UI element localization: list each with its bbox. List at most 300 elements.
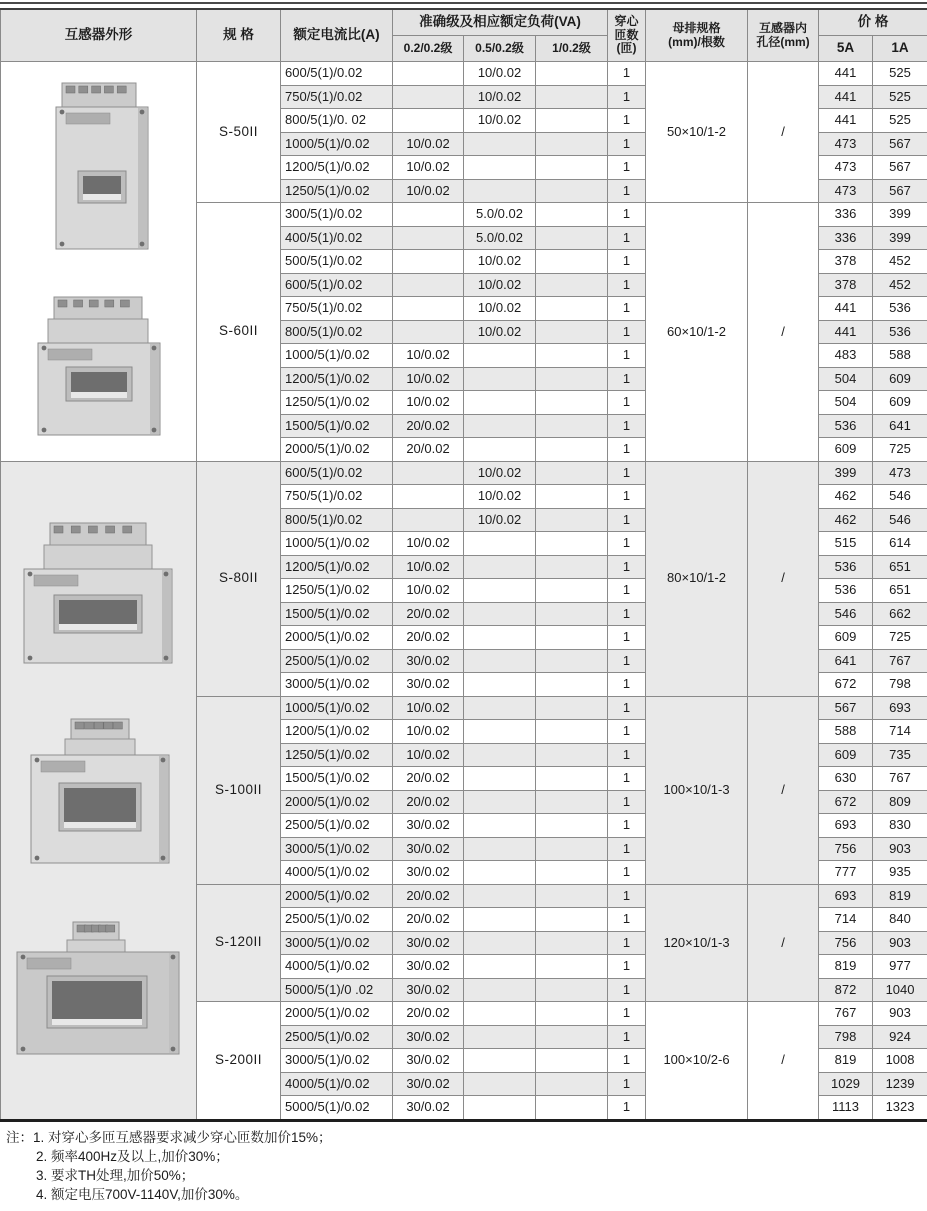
turns-cell: 1	[608, 391, 646, 415]
ratio-cell: 2500/5(1)/0.02	[281, 1025, 393, 1049]
turns-cell: 1	[608, 132, 646, 156]
turns-cell: 1	[608, 273, 646, 297]
price-1a-cell: 525	[873, 85, 927, 109]
price-5a-cell: 378	[819, 273, 873, 297]
accuracy-1-cell	[536, 344, 608, 368]
price-1a-cell: 809	[873, 790, 927, 814]
price-table	[0, 8, 927, 1122]
accuracy-05-cell: 10/0.02	[464, 461, 536, 485]
accuracy-05-cell	[464, 767, 536, 791]
price-5a-cell: 756	[819, 837, 873, 861]
price-1a-cell: 609	[873, 367, 927, 391]
accuracy-05-cell	[464, 743, 536, 767]
price-5a-cell: 609	[819, 626, 873, 650]
ratio-cell: 500/5(1)/0.02	[281, 250, 393, 274]
price-5a-cell: 504	[819, 391, 873, 415]
accuracy-05-cell	[464, 602, 536, 626]
price-5a-cell: 473	[819, 156, 873, 180]
col-header-acc-05: 0.5/0.2级	[464, 36, 536, 62]
price-1a-cell: 924	[873, 1025, 927, 1049]
ratio-cell: 3000/5(1)/0.02	[281, 673, 393, 697]
accuracy-05-cell: 5.0/0.02	[464, 226, 536, 250]
turns-cell: 1	[608, 955, 646, 979]
price-5a-cell: 336	[819, 226, 873, 250]
transformer-photo-s100ii	[19, 715, 179, 870]
price-1a-cell: 473	[873, 461, 927, 485]
price-1a-cell: 1239	[873, 1072, 927, 1096]
price-1a-cell: 735	[873, 743, 927, 767]
accuracy-1-cell	[536, 273, 608, 297]
accuracy-1-cell	[536, 837, 608, 861]
price-1a-cell: 714	[873, 720, 927, 744]
accuracy-02-cell: 30/0.02	[393, 861, 464, 885]
turns-cell: 1	[608, 602, 646, 626]
accuracy-02-cell	[393, 508, 464, 532]
accuracy-1-cell	[536, 696, 608, 720]
price-1a-cell: 798	[873, 673, 927, 697]
accuracy-02-cell: 10/0.02	[393, 132, 464, 156]
turns-cell: 1	[608, 1096, 646, 1121]
accuracy-1-cell	[536, 767, 608, 791]
accuracy-1-cell	[536, 250, 608, 274]
price-5a-cell: 567	[819, 696, 873, 720]
price-1a-cell: 546	[873, 508, 927, 532]
col-header-busbar-line2: (mm)/根数	[668, 34, 725, 49]
col-header-acc-1: 1/0.2级	[536, 36, 608, 62]
accuracy-02-cell: 10/0.02	[393, 720, 464, 744]
col-header-turns	[608, 9, 646, 62]
accuracy-05-cell	[464, 1096, 536, 1121]
price-1a-cell: 725	[873, 626, 927, 650]
accuracy-1-cell	[536, 179, 608, 203]
busbar-cell: 60×10/1-2	[646, 203, 748, 462]
price-1a-cell: 1008	[873, 1049, 927, 1073]
ratio-cell: 1200/5(1)/0.02	[281, 156, 393, 180]
price-1a-cell: 536	[873, 320, 927, 344]
accuracy-05-cell	[464, 391, 536, 415]
price-5a-cell: 693	[819, 884, 873, 908]
ratio-cell: 1000/5(1)/0.02	[281, 532, 393, 556]
accuracy-05-cell: 10/0.02	[464, 85, 536, 109]
accuracy-05-cell	[464, 532, 536, 556]
accuracy-1-cell	[536, 1002, 608, 1026]
note-line-1	[6, 1128, 916, 1147]
ratio-cell: 3000/5(1)/0.02	[281, 1049, 393, 1073]
accuracy-02-cell: 30/0.02	[393, 814, 464, 838]
price-1a-cell: 725	[873, 438, 927, 462]
product-photos-cell	[1, 62, 197, 462]
col-header-ratio: 额定电流比(A)	[281, 9, 393, 62]
price-5a-cell: 473	[819, 132, 873, 156]
price-1a-cell: 693	[873, 696, 927, 720]
price-1a-cell: 1040	[873, 978, 927, 1002]
price-1a-cell: 546	[873, 485, 927, 509]
ratio-cell: 1000/5(1)/0.02	[281, 344, 393, 368]
accuracy-02-cell: 10/0.02	[393, 532, 464, 556]
accuracy-1-cell	[536, 720, 608, 744]
accuracy-1-cell	[536, 1049, 608, 1073]
ratio-cell: 4000/5(1)/0.02	[281, 955, 393, 979]
accuracy-05-cell	[464, 1072, 536, 1096]
turns-cell: 1	[608, 555, 646, 579]
price-1a-cell: 609	[873, 391, 927, 415]
ratio-cell: 5000/5(1)/0 .02	[281, 978, 393, 1002]
accuracy-1-cell	[536, 320, 608, 344]
ratio-cell: 1250/5(1)/0.02	[281, 391, 393, 415]
price-1a-cell: 819	[873, 884, 927, 908]
accuracy-05-cell: 10/0.02	[464, 320, 536, 344]
ratio-cell: 4000/5(1)/0.02	[281, 1072, 393, 1096]
spec-cell: S-120II	[197, 884, 281, 1002]
price-5a-cell: 515	[819, 532, 873, 556]
accuracy-02-cell: 10/0.02	[393, 555, 464, 579]
price-1a-cell: 525	[873, 62, 927, 86]
price-5a-cell: 767	[819, 1002, 873, 1026]
ratio-cell: 3000/5(1)/0.02	[281, 931, 393, 955]
accuracy-1-cell	[536, 743, 608, 767]
accuracy-02-cell: 10/0.02	[393, 367, 464, 391]
ratio-cell: 1200/5(1)/0.02	[281, 367, 393, 391]
price-1a-cell: 567	[873, 132, 927, 156]
col-header-appearance: 互感器外形	[1, 9, 197, 62]
price-5a-cell: 588	[819, 720, 873, 744]
ratio-cell: 2000/5(1)/0.02	[281, 884, 393, 908]
accuracy-1-cell	[536, 414, 608, 438]
accuracy-02-cell	[393, 203, 464, 227]
accuracy-05-cell	[464, 555, 536, 579]
price-5a-cell: 546	[819, 602, 873, 626]
accuracy-05-cell	[464, 673, 536, 697]
busbar-cell: 120×10/1-3	[646, 884, 748, 1002]
accuracy-02-cell: 20/0.02	[393, 767, 464, 791]
accuracy-05-cell: 10/0.02	[464, 508, 536, 532]
turns-cell: 1	[608, 485, 646, 509]
col-header-turns-line2: 匝数	[614, 27, 639, 42]
price-5a-cell: 693	[819, 814, 873, 838]
price-5a-cell: 536	[819, 579, 873, 603]
accuracy-02-cell: 10/0.02	[393, 579, 464, 603]
price-1a-cell: 567	[873, 179, 927, 203]
price-1a-cell: 452	[873, 250, 927, 274]
price-5a-cell: 672	[819, 790, 873, 814]
accuracy-02-cell: 30/0.02	[393, 931, 464, 955]
ratio-cell: 400/5(1)/0.02	[281, 226, 393, 250]
accuracy-1-cell	[536, 532, 608, 556]
accuracy-05-cell: 10/0.02	[464, 297, 536, 321]
accuracy-1-cell	[536, 579, 608, 603]
turns-cell: 1	[608, 579, 646, 603]
accuracy-02-cell: 30/0.02	[393, 955, 464, 979]
accuracy-05-cell: 10/0.02	[464, 485, 536, 509]
table-body	[1, 62, 927, 1121]
turns-cell: 1	[608, 203, 646, 227]
turns-cell: 1	[608, 179, 646, 203]
price-5a-cell: 399	[819, 461, 873, 485]
price-1a-cell: 903	[873, 837, 927, 861]
turns-cell: 1	[608, 109, 646, 133]
accuracy-02-cell: 20/0.02	[393, 626, 464, 650]
accuracy-02-cell: 10/0.02	[393, 179, 464, 203]
accuracy-02-cell	[393, 320, 464, 344]
price-5a-cell: 536	[819, 414, 873, 438]
turns-cell: 1	[608, 1049, 646, 1073]
spec-cell: S-50II	[197, 62, 281, 203]
turns-cell: 1	[608, 814, 646, 838]
accuracy-05-cell: 5.0/0.02	[464, 203, 536, 227]
table-header	[1, 9, 927, 62]
accuracy-02-cell: 10/0.02	[393, 743, 464, 767]
col-header-price-1a: 1A	[873, 36, 927, 62]
accuracy-02-cell	[393, 461, 464, 485]
accuracy-05-cell	[464, 156, 536, 180]
price-1a-cell: 651	[873, 579, 927, 603]
top-rule	[0, 2, 927, 4]
accuracy-05-cell: 10/0.02	[464, 250, 536, 274]
ratio-cell: 1000/5(1)/0.02	[281, 132, 393, 156]
price-5a-cell: 1113	[819, 1096, 873, 1121]
accuracy-05-cell	[464, 790, 536, 814]
product-photos-cell	[1, 461, 197, 1120]
product-photo-stack	[3, 79, 194, 443]
accuracy-02-cell: 20/0.02	[393, 602, 464, 626]
price-5a-cell: 441	[819, 109, 873, 133]
note-line-3: 3. 要求TH处理,加价50%；	[36, 1168, 195, 1183]
ratio-cell: 800/5(1)/0.02	[281, 320, 393, 344]
price-5a-cell: 630	[819, 767, 873, 791]
accuracy-02-cell	[393, 109, 464, 133]
col-header-bore-line1: 互感器内	[759, 21, 808, 36]
turns-cell: 1	[608, 790, 646, 814]
price-1a-cell: 662	[873, 602, 927, 626]
price-5a-cell: 378	[819, 250, 873, 274]
price-1a-cell: 840	[873, 908, 927, 932]
price-5a-cell: 473	[819, 179, 873, 203]
accuracy-05-cell: 10/0.02	[464, 109, 536, 133]
accuracy-02-cell: 10/0.02	[393, 696, 464, 720]
price-5a-cell: 504	[819, 367, 873, 391]
price-1a-cell: 399	[873, 203, 927, 227]
accuracy-02-cell	[393, 62, 464, 86]
accuracy-1-cell	[536, 649, 608, 673]
transformer-photo-s80ii	[16, 519, 181, 669]
accuracy-1-cell	[536, 297, 608, 321]
col-header-bore	[748, 9, 819, 62]
ratio-cell: 2500/5(1)/0.02	[281, 649, 393, 673]
col-header-spec: 规 格	[197, 9, 281, 62]
accuracy-1-cell	[536, 203, 608, 227]
accuracy-1-cell	[536, 790, 608, 814]
accuracy-02-cell: 20/0.02	[393, 790, 464, 814]
price-1a-cell: 1323	[873, 1096, 927, 1121]
spec-cell: S-100II	[197, 696, 281, 884]
ratio-cell: 1000/5(1)/0.02	[281, 696, 393, 720]
ratio-cell: 1200/5(1)/0.02	[281, 555, 393, 579]
note-line-2: 2. 频率400Hz及以上,加价30%；	[36, 1149, 229, 1164]
price-1a-cell: 399	[873, 226, 927, 250]
accuracy-05-cell	[464, 649, 536, 673]
ratio-cell: 600/5(1)/0.02	[281, 62, 393, 86]
price-1a-cell: 567	[873, 156, 927, 180]
accuracy-02-cell: 30/0.02	[393, 978, 464, 1002]
accuracy-1-cell	[536, 626, 608, 650]
col-header-acc-02: 0.2/0.2级	[393, 36, 464, 62]
note-line-4: 4. 额定电压700V-1140V,加价30%。	[36, 1187, 249, 1202]
ratio-cell: 800/5(1)/0.02	[281, 508, 393, 532]
price-5a-cell: 462	[819, 485, 873, 509]
accuracy-05-cell	[464, 1002, 536, 1026]
turns-cell: 1	[608, 508, 646, 532]
ratio-cell: 2000/5(1)/0.02	[281, 790, 393, 814]
turns-cell: 1	[608, 1025, 646, 1049]
turns-cell: 1	[608, 156, 646, 180]
accuracy-1-cell	[536, 931, 608, 955]
turns-cell: 1	[608, 297, 646, 321]
price-5a-cell: 1029	[819, 1072, 873, 1096]
accuracy-02-cell: 30/0.02	[393, 649, 464, 673]
ratio-cell: 5000/5(1)/0.02	[281, 1096, 393, 1121]
bore-cell: /	[748, 1002, 819, 1121]
price-1a-cell: 651	[873, 555, 927, 579]
accuracy-02-cell	[393, 297, 464, 321]
ratio-cell: 3000/5(1)/0.02	[281, 837, 393, 861]
accuracy-05-cell	[464, 955, 536, 979]
accuracy-1-cell	[536, 485, 608, 509]
notes-label: 注：	[6, 1130, 33, 1145]
accuracy-05-cell	[464, 908, 536, 932]
accuracy-02-cell: 30/0.02	[393, 1049, 464, 1073]
accuracy-02-cell: 20/0.02	[393, 1002, 464, 1026]
accuracy-05-cell	[464, 884, 536, 908]
accuracy-1-cell	[536, 1072, 608, 1096]
accuracy-1-cell	[536, 461, 608, 485]
accuracy-1-cell	[536, 884, 608, 908]
ratio-cell: 1250/5(1)/0.02	[281, 179, 393, 203]
price-5a-cell: 441	[819, 85, 873, 109]
accuracy-05-cell	[464, 414, 536, 438]
accuracy-02-cell: 30/0.02	[393, 1025, 464, 1049]
accuracy-05-cell	[464, 837, 536, 861]
accuracy-05-cell	[464, 1049, 536, 1073]
ratio-cell: 1250/5(1)/0.02	[281, 579, 393, 603]
price-1a-cell: 588	[873, 344, 927, 368]
col-header-accuracy-group: 准确级及相应额定负荷(VA)	[393, 9, 608, 36]
price-1a-cell: 641	[873, 414, 927, 438]
turns-cell: 1	[608, 85, 646, 109]
ratio-cell: 750/5(1)/0.02	[281, 297, 393, 321]
note-item-1: 1. 对穿心多匝互感器要求减少穿心匝数加价15%；	[33, 1130, 332, 1145]
accuracy-02-cell: 30/0.02	[393, 673, 464, 697]
accuracy-1-cell	[536, 62, 608, 86]
transformer-photo-s60ii	[24, 293, 174, 443]
accuracy-02-cell: 20/0.02	[393, 414, 464, 438]
accuracy-02-cell: 30/0.02	[393, 1072, 464, 1096]
spec-cell: S-60II	[197, 203, 281, 462]
accuracy-02-cell: 20/0.02	[393, 438, 464, 462]
accuracy-1-cell	[536, 602, 608, 626]
price-1a-cell: 452	[873, 273, 927, 297]
bore-cell: /	[748, 62, 819, 203]
price-1a-cell: 767	[873, 649, 927, 673]
accuracy-02-cell	[393, 250, 464, 274]
turns-cell: 1	[608, 367, 646, 391]
accuracy-1-cell	[536, 132, 608, 156]
price-1a-cell: 525	[873, 109, 927, 133]
accuracy-05-cell	[464, 814, 536, 838]
price-5a-cell: 609	[819, 438, 873, 462]
product-photo-stack	[3, 519, 194, 1061]
turns-cell: 1	[608, 649, 646, 673]
accuracy-05-cell	[464, 179, 536, 203]
price-5a-cell: 798	[819, 1025, 873, 1049]
accuracy-02-cell	[393, 226, 464, 250]
price-1a-cell: 767	[873, 767, 927, 791]
table-row	[1, 62, 927, 86]
col-header-price-group: 价 格	[819, 9, 927, 36]
price-5a-cell: 714	[819, 908, 873, 932]
accuracy-1-cell	[536, 1025, 608, 1049]
busbar-cell: 80×10/1-2	[646, 461, 748, 696]
bore-cell: /	[748, 461, 819, 696]
ratio-cell: 750/5(1)/0.02	[281, 85, 393, 109]
price-5a-cell: 336	[819, 203, 873, 227]
price-5a-cell: 483	[819, 344, 873, 368]
busbar-cell: 100×10/1-3	[646, 696, 748, 884]
turns-cell: 1	[608, 743, 646, 767]
notes	[6, 1128, 916, 1204]
accuracy-05-cell	[464, 931, 536, 955]
transformer-photo-s120ii-s200ii	[11, 916, 186, 1061]
turns-cell: 1	[608, 884, 646, 908]
accuracy-02-cell: 30/0.02	[393, 1096, 464, 1121]
price-5a-cell: 819	[819, 955, 873, 979]
turns-cell: 1	[608, 908, 646, 932]
ratio-cell: 750/5(1)/0.02	[281, 485, 393, 509]
accuracy-1-cell	[536, 438, 608, 462]
turns-cell: 1	[608, 978, 646, 1002]
bore-cell: /	[748, 696, 819, 884]
turns-cell: 1	[608, 696, 646, 720]
ratio-cell: 600/5(1)/0.02	[281, 461, 393, 485]
turns-cell: 1	[608, 1002, 646, 1026]
accuracy-1-cell	[536, 226, 608, 250]
busbar-cell: 50×10/1-2	[646, 62, 748, 203]
col-header-turns-line1: 穿心	[614, 14, 639, 29]
accuracy-05-cell	[464, 978, 536, 1002]
price-1a-cell: 830	[873, 814, 927, 838]
col-header-busbar-line1: 母排规格	[672, 21, 721, 36]
accuracy-1-cell	[536, 555, 608, 579]
accuracy-05-cell	[464, 132, 536, 156]
ratio-cell: 1500/5(1)/0.02	[281, 602, 393, 626]
price-1a-cell: 903	[873, 931, 927, 955]
col-header-busbar	[646, 9, 748, 62]
price-1a-cell: 903	[873, 1002, 927, 1026]
turns-cell: 1	[608, 250, 646, 274]
turns-cell: 1	[608, 414, 646, 438]
price-5a-cell: 441	[819, 62, 873, 86]
ratio-cell: 600/5(1)/0.02	[281, 273, 393, 297]
accuracy-05-cell	[464, 579, 536, 603]
accuracy-05-cell	[464, 344, 536, 368]
ratio-cell: 2000/5(1)/0.02	[281, 626, 393, 650]
accuracy-1-cell	[536, 391, 608, 415]
accuracy-02-cell	[393, 485, 464, 509]
turns-cell: 1	[608, 673, 646, 697]
ratio-cell: 4000/5(1)/0.02	[281, 861, 393, 885]
accuracy-02-cell: 20/0.02	[393, 884, 464, 908]
accuracy-1-cell	[536, 85, 608, 109]
price-5a-cell: 872	[819, 978, 873, 1002]
